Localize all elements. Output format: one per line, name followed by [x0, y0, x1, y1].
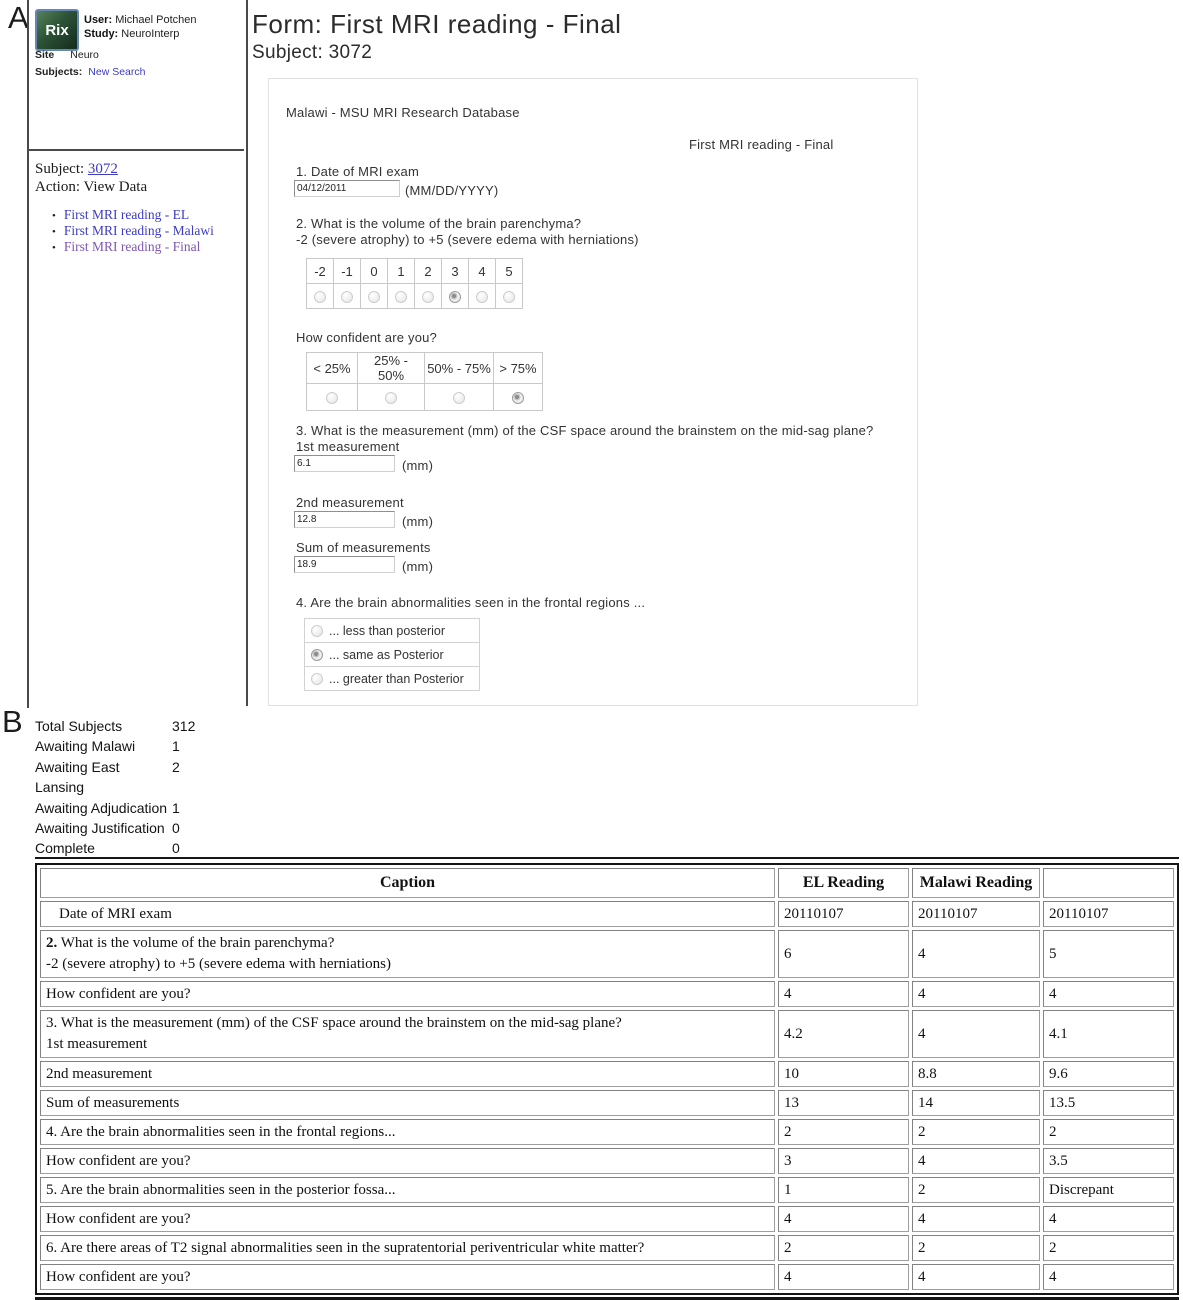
- q4-option[interactable]: [305, 619, 480, 643]
- radio-button[interactable]: [395, 291, 407, 303]
- panel-a-label: A: [8, 0, 29, 35]
- readings-value-cell: 2: [912, 1235, 1040, 1261]
- q2-option-cell[interactable]: [334, 284, 361, 309]
- q4-option-label: ... greater than Posterior: [329, 671, 464, 686]
- radio-button[interactable]: [453, 392, 465, 404]
- sidebar-left-border: [27, 0, 29, 708]
- q3-sum-label: Sum of measurements: [296, 540, 431, 555]
- readings-row: [40, 930, 1174, 978]
- readings-value-cell: 4: [778, 981, 909, 1007]
- readings-value-cell: 4: [912, 981, 1040, 1007]
- readings-row: [40, 1119, 1174, 1145]
- caption-line: 2nd measurement: [46, 1066, 153, 1082]
- stat-value: 1: [172, 738, 180, 755]
- readings-value-cell: 4: [1043, 981, 1174, 1007]
- readings-header-cell: EL Reading: [778, 868, 909, 898]
- confidence-radios-row: [307, 384, 543, 411]
- readings-caption-cell: [40, 1061, 775, 1087]
- radio-button[interactable]: [311, 673, 323, 685]
- study-label: Study:: [84, 28, 119, 40]
- radio-button[interactable]: [385, 392, 397, 404]
- subject-label: Subject:: [35, 161, 85, 177]
- database-title: Malawi - MSU MRI Research Database: [286, 105, 520, 120]
- study-line: [84, 27, 197, 41]
- readings-caption-cell: [40, 1010, 775, 1058]
- q2-option-label: 2: [415, 259, 442, 284]
- q2-option-label: -2: [307, 259, 334, 284]
- caption-bold-prefix: 2.: [46, 935, 58, 951]
- subject-status-summary: [35, 716, 195, 859]
- readings-value-cell: 5: [1043, 930, 1174, 978]
- readings-value-cell: 2: [778, 1235, 909, 1261]
- q2-option-label: 5: [496, 259, 523, 284]
- radio-button[interactable]: [422, 291, 434, 303]
- radio-button[interactable]: [503, 291, 515, 303]
- readings-value-cell: 4: [912, 1010, 1040, 1058]
- form-link-list: [52, 208, 214, 255]
- radio-button-selected[interactable]: [512, 392, 524, 404]
- stat-label: Awaiting Justification: [35, 820, 165, 837]
- q3-m1-label: 1st measurement: [296, 439, 400, 454]
- form-link-item: [52, 208, 214, 224]
- action-line: Action: View Data: [35, 179, 148, 195]
- readings-caption-cell: [40, 1235, 775, 1261]
- site-label: Site: [35, 49, 55, 61]
- stat-label: Complete: [35, 840, 95, 857]
- q4-option-row: [305, 643, 480, 667]
- readings-comparison-table: [35, 863, 1179, 1295]
- caption-line: 5. Are the brain abnormalities seen in the posterior fossa...: [46, 1182, 396, 1198]
- confidence-option-cell[interactable]: [358, 384, 425, 411]
- q2-option-cell[interactable]: [415, 284, 442, 309]
- confidence-option-label: 25% - 50%: [358, 353, 425, 384]
- q2-scale-labels-row: [307, 259, 523, 284]
- readings-header-row: [40, 868, 1174, 898]
- caption-line: Sum of measurements: [46, 1095, 180, 1111]
- readings-value-cell: 4: [912, 1148, 1040, 1174]
- readings-value-cell: 2: [1043, 1235, 1174, 1261]
- radio-button[interactable]: [326, 392, 338, 404]
- readings-caption-cell: [40, 1090, 775, 1116]
- date-format-hint: (MM/DD/YYYY): [405, 183, 499, 198]
- readings-row: [40, 1206, 1174, 1232]
- readings-value-cell: 2: [778, 1119, 909, 1145]
- measurement-2-unit: (mm): [402, 514, 434, 529]
- caption-line: How confident are you?: [46, 986, 191, 1002]
- q4-option-label: ... less than posterior: [329, 623, 446, 638]
- q4-radiogroup: [304, 618, 480, 691]
- caption-line: 6. Are there areas of T2 signal abnormalities seen in the supratentorial periventricular white matter?: [46, 1240, 645, 1256]
- readings-row: [40, 1148, 1174, 1174]
- site-value: Neuro: [70, 49, 99, 61]
- confidence-option-label: 50% - 75%: [425, 353, 494, 384]
- caption-line: How confident are you?: [46, 1211, 191, 1227]
- q2-scale-radios-row: [307, 284, 523, 309]
- measurement-2-input[interactable]: [294, 511, 395, 528]
- caption-line: Date of MRI exam: [59, 906, 172, 922]
- subject-id-link[interactable]: 3072: [87, 161, 118, 177]
- q2-option-label: 3: [442, 259, 469, 284]
- user-label: User:: [84, 14, 113, 26]
- rix-logo[interactable]: [35, 9, 79, 51]
- readings-caption-cell: [40, 930, 775, 978]
- readings-row: [40, 1235, 1174, 1261]
- readings-value-cell: 8.8: [912, 1061, 1040, 1087]
- readings-value-cell: 4: [1043, 1264, 1174, 1290]
- form-reading-link[interactable]: First MRI reading - Final: [63, 238, 201, 254]
- stat-label: Awaiting East Lansing: [35, 758, 120, 796]
- q2-option-cell[interactable]: [388, 284, 415, 309]
- readings-value-cell: 20110107: [778, 901, 909, 927]
- q2-option-cell[interactable]: [442, 284, 469, 309]
- readings-value-cell: 1: [778, 1177, 909, 1203]
- readings-caption-cell: [40, 1264, 775, 1290]
- stat-value: 2: [172, 758, 180, 775]
- caption-line: 4. Are the brain abnormalities seen in the frontal regions...: [46, 1124, 396, 1140]
- caption-line: 2. What is the volume of the brain parenchyma?: [46, 935, 335, 951]
- readings-caption-cell: [40, 1177, 775, 1203]
- readings-value-cell: 2: [912, 1119, 1040, 1145]
- readings-value-cell: 14: [912, 1090, 1040, 1116]
- subject-line: [35, 160, 118, 178]
- stat-value: 1: [172, 799, 180, 816]
- readings-value-cell: 13.5: [1043, 1090, 1174, 1116]
- stat-value: 312: [172, 718, 196, 734]
- stat-label: Awaiting Adjudication: [35, 799, 168, 816]
- panel-b-label: B: [2, 704, 23, 739]
- readings-value-cell: 10: [778, 1061, 909, 1087]
- readings-caption-cell: [40, 1206, 775, 1232]
- form-reading-link[interactable]: First MRI reading - Malawi: [63, 222, 214, 238]
- readings-caption-cell: [40, 981, 775, 1007]
- user-name: Michael Potchen: [115, 14, 197, 26]
- stat-label: Awaiting Malawi: [35, 738, 136, 755]
- confidence1-radiogroup: [306, 352, 543, 411]
- confidence-option-label: < 25%: [307, 353, 358, 384]
- caption-line: 3. What is the measurement (mm) of the CSF space around the brainstem on the mid-sag plane?: [46, 1015, 622, 1031]
- user-line: [84, 13, 197, 27]
- readings-row: [40, 1177, 1174, 1203]
- radio-button[interactable]: [341, 291, 353, 303]
- q3-m2-label: 2nd measurement: [296, 495, 404, 510]
- sum-measurements-unit: (mm): [402, 559, 434, 574]
- form-name: First MRI reading - Final: [689, 137, 834, 152]
- confidence-option-cell[interactable]: [307, 384, 358, 411]
- confidence1-label: How confident are you?: [296, 330, 437, 345]
- form-panel: [268, 78, 918, 706]
- study-name: NeuroInterp: [121, 28, 180, 40]
- form-link-item: [52, 224, 214, 240]
- q2-option-cell[interactable]: [361, 284, 388, 309]
- page-subject: Subject: 3072: [252, 42, 373, 63]
- readings-value-cell: 2: [912, 1177, 1040, 1203]
- readings-row: [40, 1010, 1174, 1058]
- readings-row: [40, 1061, 1174, 1087]
- stat-label: Total Subjects: [35, 718, 123, 734]
- subjects-row: [35, 66, 145, 78]
- readings-value-cell: 4: [1043, 1206, 1174, 1232]
- q4-option[interactable]: [305, 667, 480, 691]
- readings-value-cell: 4.1: [1043, 1010, 1174, 1058]
- sum-measurements-input[interactable]: [294, 556, 395, 573]
- readings-value-cell: 4: [912, 1264, 1040, 1290]
- q4-label: 4. Are the brain abnormalities seen in the frontal regions ...: [296, 595, 646, 610]
- radio-button[interactable]: [476, 291, 488, 303]
- site-row: [35, 49, 99, 61]
- q2-option-label: 1: [388, 259, 415, 284]
- q3-label: 3. What is the measurement (mm) of the CSF space around the brainstem on the mid-sag plane?: [296, 423, 874, 438]
- readings-value-cell: 4.2: [778, 1010, 909, 1058]
- readings-value-cell: 4: [778, 1206, 909, 1232]
- readings-row: [40, 901, 1174, 927]
- caption-line: 1st measurement: [46, 1036, 148, 1052]
- radio-button[interactable]: [311, 625, 323, 637]
- confidence-labels-row: [307, 353, 543, 384]
- stat-value: 0: [172, 840, 180, 857]
- readings-row: [40, 1264, 1174, 1290]
- measurement-1-input[interactable]: [294, 455, 395, 472]
- readings-value-cell: 9.6: [1043, 1061, 1174, 1087]
- readings-value-cell: 3: [778, 1148, 909, 1174]
- page-title: Form: First MRI reading - Final: [252, 9, 622, 39]
- radio-button[interactable]: [368, 291, 380, 303]
- q2-option-cell[interactable]: [496, 284, 523, 309]
- radio-button[interactable]: [314, 291, 326, 303]
- q4-option-label: ... same as Posterior: [329, 647, 444, 662]
- q4-option-row: [305, 667, 480, 691]
- subjects-label: Subjects:: [35, 66, 83, 78]
- stat-value: 0: [172, 820, 180, 837]
- confidence-option-cell[interactable]: [494, 384, 543, 411]
- form-link-item: [52, 240, 214, 256]
- q2-sublabel: -2 (severe atrophy) to +5 (severe edema with herniations): [296, 232, 639, 247]
- user-study-block: [84, 13, 197, 41]
- confidence-option-label: > 75%: [494, 353, 543, 384]
- caption-line: How confident are you?: [46, 1153, 191, 1169]
- q2-scale-radiogroup: [306, 258, 523, 309]
- radio-button-selected[interactable]: [449, 291, 461, 303]
- q1-label: 1. Date of MRI exam: [296, 164, 420, 179]
- readings-row: [40, 1090, 1174, 1116]
- readings-caption-cell: [40, 1148, 775, 1174]
- readings-header-cell: [1043, 868, 1174, 898]
- readings-caption-cell: [40, 901, 775, 927]
- readings-value-cell: 4: [912, 930, 1040, 978]
- q2-option-label: 4: [469, 259, 496, 284]
- main-divider: [246, 0, 248, 706]
- q2-option-label: 0: [361, 259, 388, 284]
- q2-option-cell[interactable]: [307, 284, 334, 309]
- q2-option-cell[interactable]: [469, 284, 496, 309]
- readings-value-cell: 2: [1043, 1119, 1174, 1145]
- readings-header-cell: Malawi Reading: [912, 868, 1040, 898]
- readings-table-frame: [35, 857, 1179, 1300]
- readings-value-cell: 13: [778, 1090, 909, 1116]
- rix-logo-text: Rix: [45, 21, 69, 39]
- readings-caption-cell: [40, 1119, 775, 1145]
- new-search-link[interactable]: New Search: [88, 66, 146, 78]
- readings-value-cell: 3.5: [1043, 1148, 1174, 1174]
- date-of-exam-input[interactable]: [294, 180, 400, 197]
- readings-row: [40, 981, 1174, 1007]
- measurement-1-unit: (mm): [402, 458, 434, 473]
- readings-value-cell: 20110107: [1043, 901, 1174, 927]
- readings-value-cell: 20110107: [912, 901, 1040, 927]
- confidence-option-cell[interactable]: [425, 384, 494, 411]
- q2-label: 2. What is the volume of the brain parenchyma?: [296, 216, 582, 231]
- caption-line: -2 (severe atrophy) to +5 (severe edema with herniations): [46, 956, 391, 972]
- form-reading-link[interactable]: First MRI reading - EL: [63, 207, 190, 222]
- readings-header-cell: Caption: [40, 868, 775, 898]
- q4-option[interactable]: [305, 643, 480, 667]
- q4-option-row: [305, 619, 480, 643]
- caption-line: How confident are you?: [46, 1269, 191, 1285]
- radio-button-selected[interactable]: [311, 649, 323, 661]
- q2-option-label: -1: [334, 259, 361, 284]
- readings-value-cell: 6: [778, 930, 909, 978]
- readings-value-cell: Discrepant: [1043, 1177, 1174, 1203]
- sidebar-divider: [27, 149, 244, 151]
- readings-value-cell: 4: [912, 1206, 1040, 1232]
- readings-value-cell: 4: [778, 1264, 909, 1290]
